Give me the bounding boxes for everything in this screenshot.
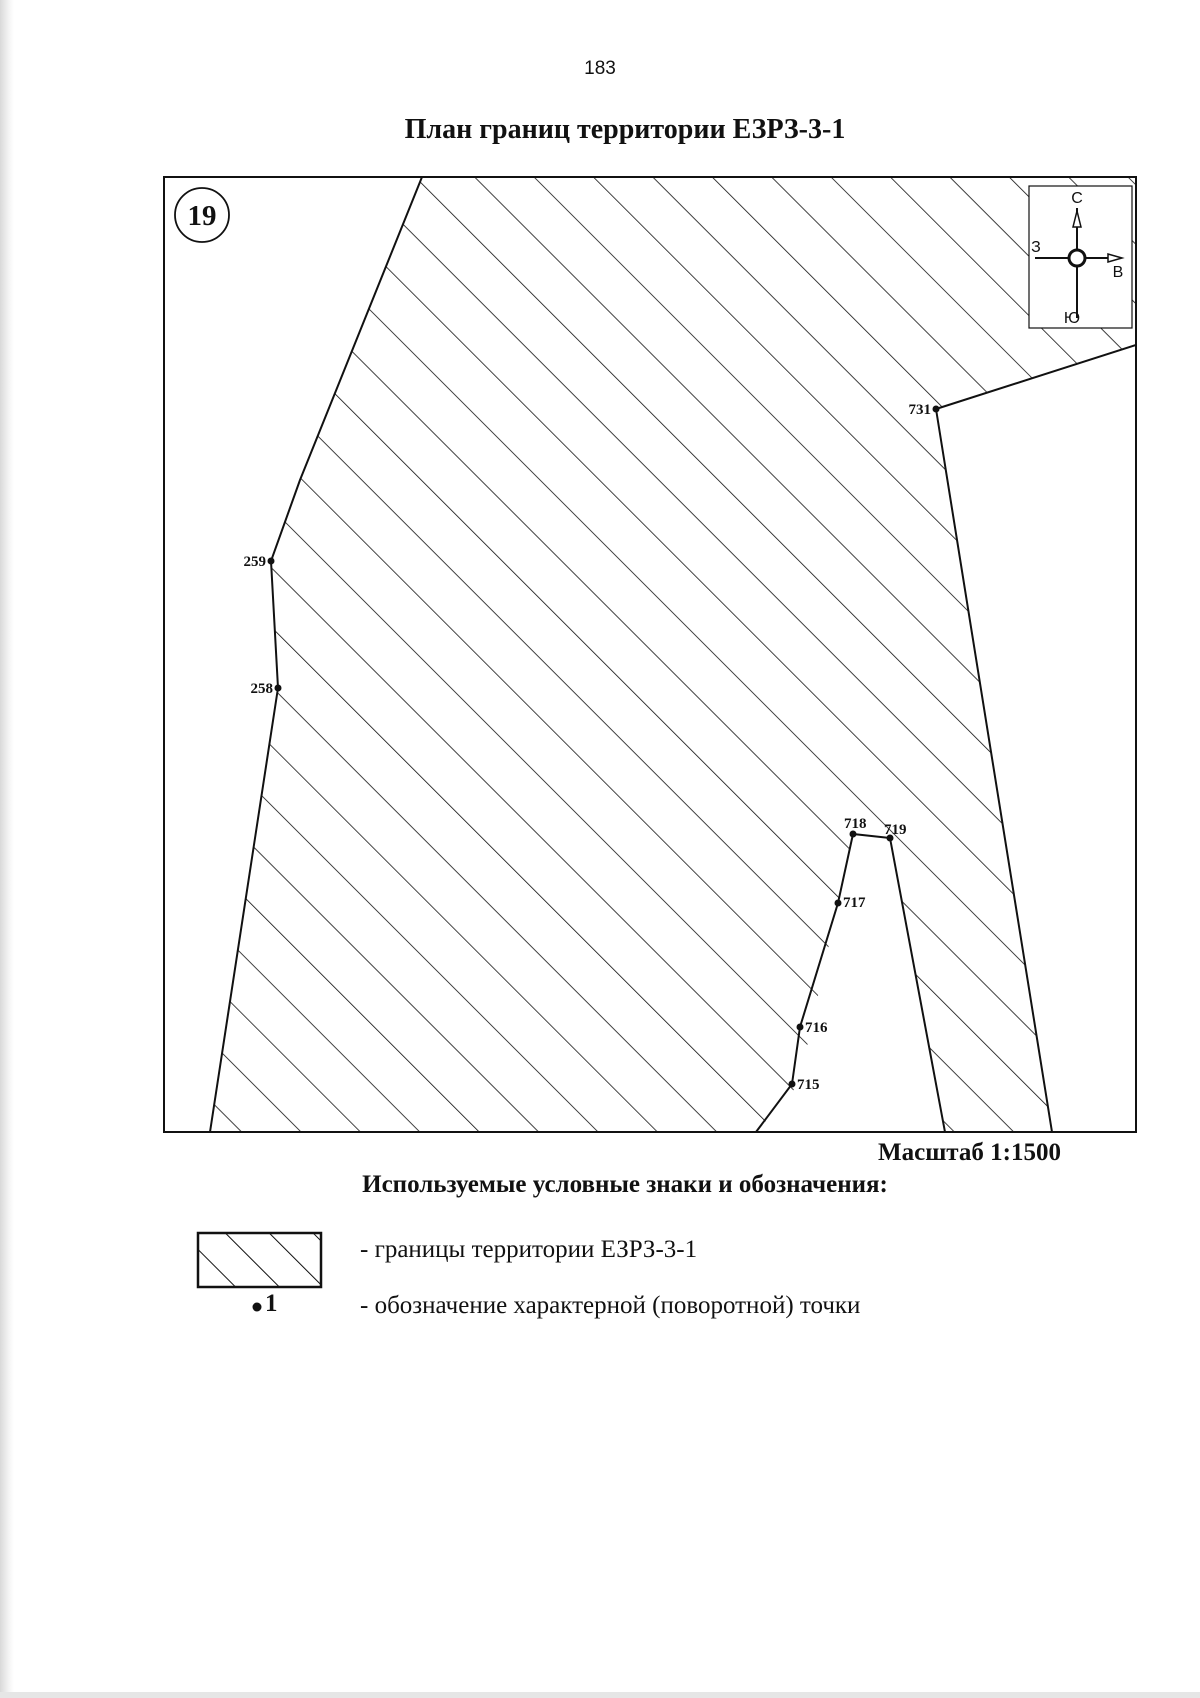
point-marker (933, 406, 940, 413)
legend-heading: Используемые условные знаки и обозначения: (362, 1171, 888, 1198)
legend-item-point-text: - обозначение характерной (поворотной) точки (360, 1292, 861, 1319)
compass-center-icon (1069, 250, 1085, 266)
compass-north-label: С (1071, 190, 1083, 207)
legend-item-boundary-text: - границы территории ЕЗРЗ-3-1 (360, 1236, 698, 1263)
point-label: 259 (243, 554, 266, 570)
compass-east-label: В (1112, 264, 1124, 281)
point-marker (275, 685, 282, 692)
point-marker (268, 558, 275, 565)
point-label: 716 (805, 1020, 828, 1036)
point-label: 715 (797, 1077, 820, 1093)
legend-point-symbol (253, 1303, 262, 1312)
point-label: 719 (884, 822, 907, 838)
scale-label: Масштаб 1:1500 (878, 1139, 1061, 1166)
page-title: План границ территории ЕЗРЗ-3-1 (404, 114, 846, 145)
legend-hatch-symbol (198, 1233, 321, 1287)
compass-south-label: Ю (1063, 310, 1081, 327)
point-label: 258 (250, 681, 273, 697)
point-label: 717 (843, 895, 866, 911)
sheet-number-badge (175, 188, 229, 242)
point-259 (244, 554, 275, 570)
point-marker (797, 1024, 804, 1031)
compass-west-label: З (1031, 239, 1041, 256)
sheet-number: 19 (187, 200, 217, 232)
point-marker (789, 1081, 796, 1088)
point-label: 731 (908, 402, 931, 418)
territory-hatched-area (210, 177, 1136, 1132)
page-number: 183 (584, 58, 616, 79)
point-label: 718 (844, 816, 867, 832)
compass-rose (1029, 186, 1132, 328)
point-marker (835, 900, 842, 907)
legend-point-label: 1 (265, 1290, 278, 1317)
